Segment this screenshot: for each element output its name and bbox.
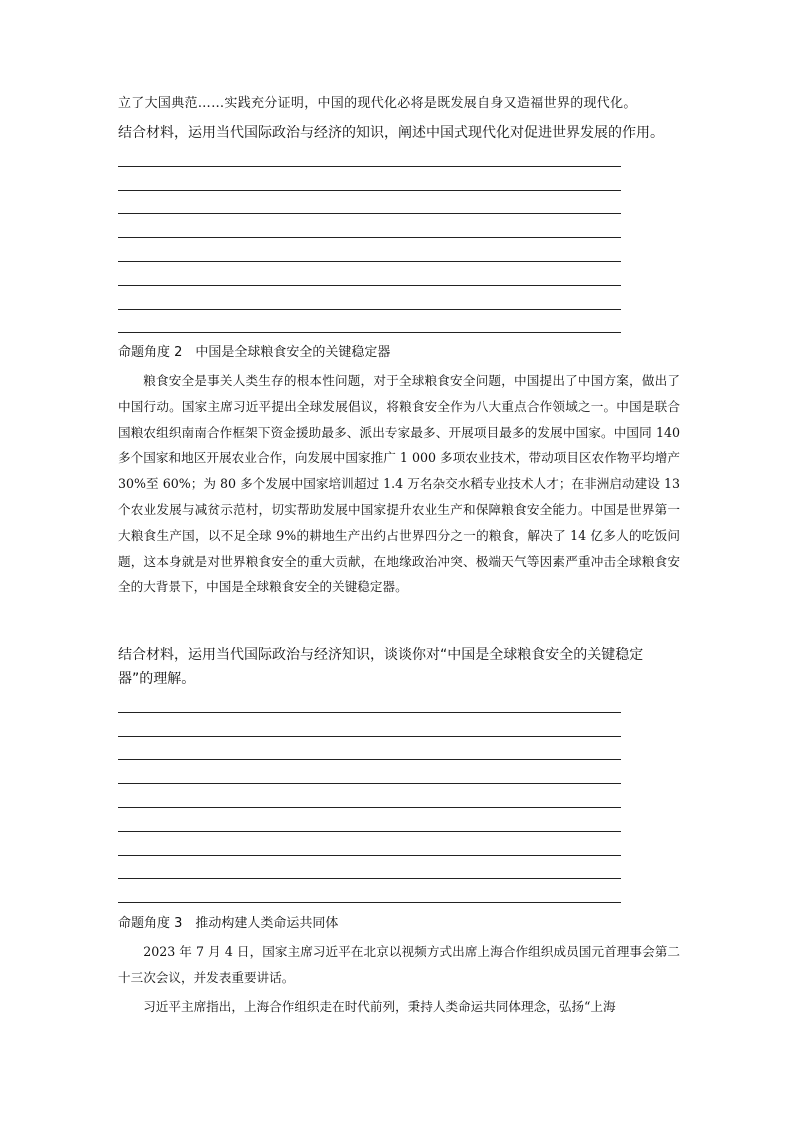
answer-line[interactable] <box>118 856 621 880</box>
section-2-paragraph: 粮食安全是事关人类生存的根本性问题，对于全球粮食安全问题，中国提出了中国方案，做出了中国行动。国家主席习近平提出全球发展倡议，将粮食安全作为八大重点合作领域之一。中国是联合国粮农组织南南合作框架下资金援助最多、派出专家最多、开展项目最多的发展中国家。中国同 140 多个国家和地区开展农业合作，向发展中国家推广 1 000 多项农业技术，带动项目区农作物平均增产 30%至 60%；为 80 多个发展中国家培训超过 1.4 万名杂交水稻专业技术人才；在非洲启动建设 13 个农业发展与减贫示范村，切实帮助发展中国家提升农业生产和保障粮食安全能力。中国是世界第一大粮食生产国，以不足全球 9%的耕地生产出约占世界四分之一的粮食，解决了 14 亿多人的吃饭问题，这本身就是对世界粮食安全的重大贡献，在地缘政治冲突、极端天气等因素严重冲击全球粮食安全的大背景下，中国是全球粮食安全的关键稳定器。 <box>118 373 680 595</box>
answer-line[interactable] <box>118 191 621 215</box>
answer-line[interactable] <box>118 713 621 737</box>
section-3-paragraph-2: 习近平主席指出，上海合作组织走在时代前列，秉持人类命运共同体理念，弘扬“上海 <box>143 999 616 1014</box>
question-2: 结合材料，运用当代国际政治与经济知识，谈谈你对“中国是全球粮食安全的关键稳定器”的理解。 <box>118 647 644 687</box>
answer-line[interactable] <box>118 286 621 310</box>
answer-line[interactable] <box>118 832 621 856</box>
material-fragment: 立了大国典范……实践充分证明，中国的现代化必将是既发展自身又造福世界的现代化。 <box>118 96 637 111</box>
answer-line[interactable] <box>118 879 621 903</box>
answer-line[interactable] <box>118 760 621 784</box>
section-2-heading: 命题角度 2 中国是全球粮食安全的关键稳定器 <box>118 345 391 360</box>
answer-line[interactable] <box>118 143 621 167</box>
answer-line[interactable] <box>118 262 621 286</box>
section-3-heading: 命题角度 3 推动构建人类命运共同体 <box>118 916 339 931</box>
answer-line[interactable] <box>118 214 621 238</box>
answer-line[interactable] <box>118 238 621 262</box>
answer-line[interactable] <box>118 167 621 191</box>
answer-area-1[interactable] <box>118 143 621 333</box>
answer-line[interactable] <box>118 808 621 832</box>
answer-line[interactable] <box>118 310 621 334</box>
question-1: 结合材料，运用当代国际政治与经济的知识，阐述中国式现代化对促进世界发展的作用。 <box>118 125 664 141</box>
answer-line[interactable] <box>118 784 621 808</box>
answer-area-2[interactable] <box>118 689 621 903</box>
section-3-paragraph-1: 2023 年 7 月 4 日，国家主席习近平在北京以视频方式出席上海合作组织成员国元首理事会第二十三次会议，并发表重要讲话。 <box>118 944 680 985</box>
answer-line[interactable] <box>118 689 621 713</box>
answer-line[interactable] <box>118 737 621 761</box>
